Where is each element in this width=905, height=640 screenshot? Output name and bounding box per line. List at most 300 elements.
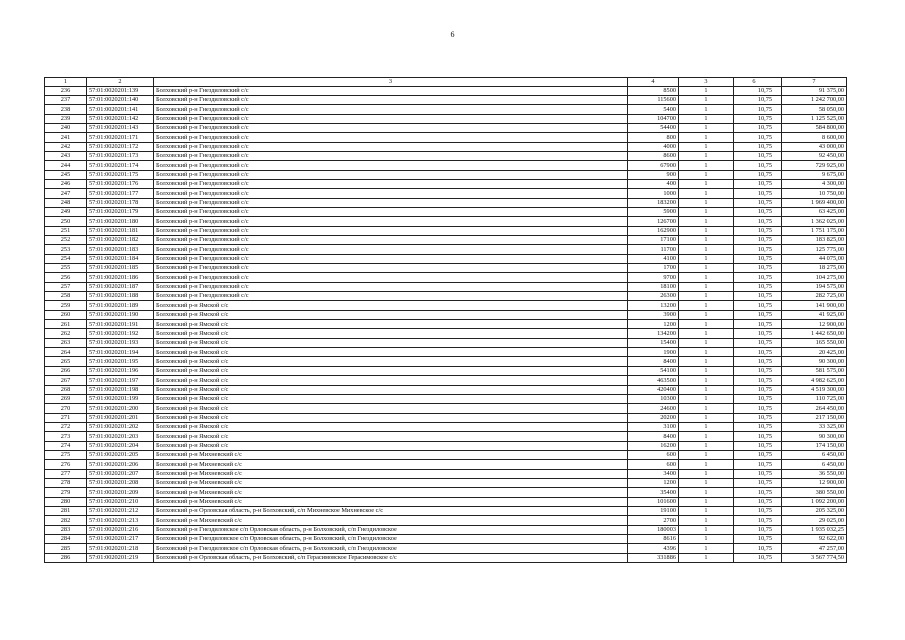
area-cell: 16200 [628,441,679,450]
location-cell: Болховский р-н Гнездиловский с/с [154,198,628,207]
rate-cell: 10,75 [734,497,782,506]
location-cell: Болховский р-н Михневский с/с [154,469,628,478]
table-row [45,254,847,263]
rate-cell: 10,75 [734,245,782,254]
row-number-cell: 273 [45,432,87,441]
count-cell: 1 [679,217,734,226]
cadastral-number-cell: 57:01:0020201:184 [87,254,154,263]
rate-cell: 10,75 [734,516,782,525]
area-cell: 600 [628,460,679,469]
row-number-cell: 275 [45,450,87,459]
rate-cell: 10,75 [734,469,782,478]
location-cell: Болховский р-н Гнездиловское с/п Орловская область, р-н Болховский, с/п Гнездиловское [154,525,628,534]
area-cell: 1000 [628,189,679,198]
location-cell: Болховский р-н Ямской с/с [154,310,628,319]
rate-cell: 10,75 [734,488,782,497]
cadastral-number-cell: 57:01:0020201:193 [87,338,154,347]
row-number-cell: 268 [45,385,87,394]
area-cell: 15400 [628,338,679,347]
area-cell: 5900 [628,207,679,216]
rate-cell: 10,75 [734,217,782,226]
count-cell: 1 [679,123,734,132]
area-cell: 420400 [628,385,679,394]
row-number-cell: 276 [45,460,87,469]
table-row [45,310,847,319]
location-cell: Болховский р-н Ямской с/с [154,329,628,338]
value-cell: 90 300,00 [782,432,847,441]
area-cell: 3400 [628,469,679,478]
table-row [45,226,847,235]
row-number-cell: 265 [45,357,87,366]
table-row [45,506,847,515]
value-cell: 9 675,00 [782,170,847,179]
row-number-cell: 242 [45,142,87,151]
value-cell: 12 900,00 [782,478,847,487]
row-number-cell: 263 [45,338,87,347]
rate-cell: 10,75 [734,95,782,104]
value-cell: 165 550,00 [782,338,847,347]
location-cell: Болховский р-н Ямской с/с [154,404,628,413]
cadastral-number-cell: 57:01:0020201:195 [87,357,154,366]
location-cell: Болховский р-н Гнездиловский с/с [154,273,628,282]
area-cell: 9700 [628,273,679,282]
location-cell: Болховский р-н Михневский с/с [154,497,628,506]
cadastral-number-cell: 57:01:0020201:200 [87,404,154,413]
cadastral-number-cell: 57:01:0020201:171 [87,133,154,142]
location-cell: Болховский р-н Ямской с/с [154,348,628,357]
cadastral-number-cell: 57:01:0020201:141 [87,105,154,114]
value-cell: 92 622,00 [782,535,847,544]
count-cell: 1 [679,357,734,366]
row-number-cell: 281 [45,506,87,515]
row-number-cell: 250 [45,217,87,226]
location-cell: Болховский р-н Орловская область, р-н Болховский, с/п Герасимовское Герасимовское с/с [154,553,628,562]
cadastral-number-cell: 57:01:0020201:139 [87,86,154,95]
table-row [45,301,847,310]
rate-cell: 10,75 [734,207,782,216]
count-cell: 1 [679,292,734,301]
area-cell: 463500 [628,376,679,385]
table-row [45,236,847,245]
count-cell: 1 [679,553,734,562]
row-number-cell: 247 [45,189,87,198]
location-cell: Болховский р-н Гнездиловский с/с [154,245,628,254]
row-number-cell: 240 [45,123,87,132]
value-cell: 104 275,00 [782,273,847,282]
count-cell: 1 [679,450,734,459]
location-cell: Болховский р-н Ямской с/с [154,301,628,310]
rate-cell: 10,75 [734,385,782,394]
table-row [45,469,847,478]
count-cell: 1 [679,301,734,310]
rate-cell: 10,75 [734,133,782,142]
rate-cell: 10,75 [734,394,782,403]
table-row [45,366,847,375]
area-cell: 54100 [628,366,679,375]
location-cell: Болховский р-н Гнездиловский с/с [154,114,628,123]
area-cell: 19100 [628,506,679,515]
count-cell: 1 [679,86,734,95]
rate-cell: 10,75 [734,366,782,375]
value-cell: 29 025,00 [782,516,847,525]
table-row [45,207,847,216]
row-number-cell: 285 [45,544,87,553]
cadastral-number-cell: 57:01:0020201:212 [87,506,154,515]
table-row [45,516,847,525]
cadastral-number-cell: 57:01:0020201:194 [87,348,154,357]
table-row [45,478,847,487]
area-cell: 600 [628,450,679,459]
value-cell: 6 450,00 [782,450,847,459]
column-header-3: 3 [154,78,628,87]
rate-cell: 10,75 [734,282,782,291]
table-row [45,123,847,132]
area-cell: 54400 [628,123,679,132]
rate-cell: 10,75 [734,460,782,469]
value-cell: 1 092 200,00 [782,497,847,506]
table-row [45,422,847,431]
area-cell: 134200 [628,329,679,338]
value-cell: 1 935 032,25 [782,525,847,534]
table-row [45,189,847,198]
value-cell: 4 982 625,00 [782,376,847,385]
table-row [45,460,847,469]
rate-cell: 10,75 [734,506,782,515]
table-row [45,450,847,459]
area-cell: 162900 [628,226,679,235]
rate-cell: 10,75 [734,310,782,319]
table-row [45,179,847,188]
count-cell: 1 [679,506,734,515]
location-cell: Болховский р-н Гнездиловское с/п Орловская область, р-н Болховский, с/п Гнездиловское [154,535,628,544]
location-cell: Болховский р-н Гнездиловский с/с [154,142,628,151]
value-cell: 12 900,00 [782,320,847,329]
row-number-cell: 236 [45,86,87,95]
rate-cell: 10,75 [734,179,782,188]
table-row [45,320,847,329]
rate-cell: 10,75 [734,151,782,160]
count-cell: 1 [679,348,734,357]
rate-cell: 10,75 [734,170,782,179]
table-row [45,95,847,104]
row-number-cell: 241 [45,133,87,142]
rate-cell: 10,75 [734,114,782,123]
cadastral-number-cell: 57:01:0020201:185 [87,264,154,273]
value-cell: 8 600,00 [782,133,847,142]
table-row [45,413,847,422]
count-cell: 1 [679,170,734,179]
table-row [45,394,847,403]
cadastral-number-cell: 57:01:0020201:207 [87,469,154,478]
row-number-cell: 266 [45,366,87,375]
count-cell: 1 [679,441,734,450]
area-cell: 8400 [628,357,679,366]
row-number-cell: 248 [45,198,87,207]
area-cell: 24600 [628,404,679,413]
count-cell: 1 [679,432,734,441]
count-cell: 1 [679,366,734,375]
area-cell: 8616 [628,535,679,544]
value-cell: 33 325,00 [782,422,847,431]
table-row [45,133,847,142]
cadastral-number-cell: 57:01:0020201:199 [87,394,154,403]
location-cell: Болховский р-н Михневский с/с [154,516,628,525]
area-cell: 800 [628,133,679,142]
location-cell: Болховский р-н Гнездиловский с/с [154,254,628,263]
count-cell: 1 [679,273,734,282]
row-number-cell: 277 [45,469,87,478]
value-cell: 44 075,00 [782,254,847,263]
location-cell: Болховский р-н Гнездиловский с/с [154,161,628,170]
cadastral-number-cell: 57:01:0020201:203 [87,432,154,441]
count-cell: 1 [679,236,734,245]
table-row [45,376,847,385]
area-cell: 1200 [628,320,679,329]
rate-cell: 10,75 [734,544,782,553]
area-cell: 1200 [628,478,679,487]
cadastral-number-cell: 57:01:0020201:172 [87,142,154,151]
table-row [45,282,847,291]
row-number-cell: 282 [45,516,87,525]
area-cell: 101600 [628,497,679,506]
table-row [45,338,847,347]
cadastral-number-cell: 57:01:0020201:189 [87,301,154,310]
row-number-cell: 239 [45,114,87,123]
rate-cell: 10,75 [734,264,782,273]
row-number-cell: 270 [45,404,87,413]
value-cell: 1 242 700,00 [782,95,847,104]
table-row [45,273,847,282]
value-cell: 1 442 650,00 [782,329,847,338]
area-cell: 13200 [628,301,679,310]
value-cell: 205 325,00 [782,506,847,515]
count-cell: 1 [679,329,734,338]
column-header-1: 1 [45,78,87,87]
cadastral-number-cell: 57:01:0020201:181 [87,226,154,235]
table-row [45,497,847,506]
count-cell: 1 [679,245,734,254]
rate-cell: 10,75 [734,320,782,329]
table-row [45,105,847,114]
value-cell: 10 750,00 [782,189,847,198]
cadastral-number-cell: 57:01:0020201:208 [87,478,154,487]
location-cell: Болховский р-н Гнездиловский с/с [154,264,628,273]
column-header-2: 2 [87,78,154,87]
value-cell: 1 751 175,00 [782,226,847,235]
area-cell: 4396 [628,544,679,553]
area-cell: 104700 [628,114,679,123]
row-number-cell: 271 [45,413,87,422]
value-cell: 43 000,00 [782,142,847,151]
area-cell: 8400 [628,432,679,441]
count-cell: 1 [679,394,734,403]
rate-cell: 10,75 [734,450,782,459]
location-cell: Болховский р-н Ямской с/с [154,422,628,431]
table-row [45,441,847,450]
cadastral-number-cell: 57:01:0020201:206 [87,460,154,469]
location-cell: Болховский р-н Гнездиловский с/с [154,236,628,245]
table-row [45,217,847,226]
row-number-cell: 278 [45,478,87,487]
rate-cell: 10,75 [734,254,782,263]
value-cell: 183 825,00 [782,236,847,245]
area-cell: 400 [628,179,679,188]
rate-cell: 10,75 [734,422,782,431]
location-cell: Болховский р-н Гнездиловский с/с [154,207,628,216]
cadastral-number-cell: 57:01:0020201:176 [87,179,154,188]
value-cell: 4 519 300,00 [782,385,847,394]
location-cell: Болховский р-н Ямской с/с [154,441,628,450]
row-number-cell: 267 [45,376,87,385]
value-cell: 581 575,00 [782,366,847,375]
row-number-cell: 261 [45,320,87,329]
location-cell: Болховский р-н Гнездиловский с/с [154,86,628,95]
location-cell: Болховский р-н Ямской с/с [154,357,628,366]
cadastral-number-cell: 57:01:0020201:182 [87,236,154,245]
area-cell: 331886 [628,553,679,562]
table-row [45,198,847,207]
count-cell: 1 [679,488,734,497]
location-cell: Болховский р-н Гнездиловский с/с [154,123,628,132]
row-number-cell: 283 [45,525,87,534]
cadastral-number-cell: 57:01:0020201:204 [87,441,154,450]
area-cell: 35400 [628,488,679,497]
rate-cell: 10,75 [734,236,782,245]
cadastral-number-cell: 57:01:0020201:210 [87,497,154,506]
row-number-cell: 279 [45,488,87,497]
row-number-cell: 252 [45,236,87,245]
table-row [45,357,847,366]
value-cell: 110 725,00 [782,394,847,403]
count-cell: 1 [679,226,734,235]
area-cell: 4100 [628,254,679,263]
row-number-cell: 272 [45,422,87,431]
column-header-4: 4 [628,78,679,87]
count-cell: 1 [679,254,734,263]
area-cell: 11700 [628,245,679,254]
rate-cell: 10,75 [734,161,782,170]
value-cell: 36 550,00 [782,469,847,478]
count-cell: 1 [679,338,734,347]
cadastral-number-cell: 57:01:0020201:216 [87,525,154,534]
cadastral-number-cell: 57:01:0020201:192 [87,329,154,338]
value-cell: 90 300,00 [782,357,847,366]
area-cell: 4000 [628,142,679,151]
area-cell: 2700 [628,516,679,525]
cadastral-number-cell: 57:01:0020201:219 [87,553,154,562]
cadastral-number-cell: 57:01:0020201:142 [87,114,154,123]
rate-cell: 10,75 [734,292,782,301]
value-cell: 1 125 525,00 [782,114,847,123]
area-cell: 126700 [628,217,679,226]
row-number-cell: 255 [45,264,87,273]
cadastral-number-cell: 57:01:0020201:202 [87,422,154,431]
cadastral-number-cell: 57:01:0020201:209 [87,488,154,497]
count-cell: 1 [679,310,734,319]
location-cell: Болховский р-н Ямской с/с [154,320,628,329]
rate-cell: 10,75 [734,123,782,132]
value-cell: 92 450,00 [782,151,847,160]
cadastral-number-cell: 57:01:0020201:217 [87,535,154,544]
row-number-cell: 280 [45,497,87,506]
location-cell: Болховский р-н Гнездиловский с/с [154,151,628,160]
rate-cell: 10,75 [734,105,782,114]
value-cell: 47 257,00 [782,544,847,553]
cadastral-number-cell: 57:01:0020201:187 [87,282,154,291]
count-cell: 1 [679,497,734,506]
cadastral-number-cell: 57:01:0020201:213 [87,516,154,525]
value-cell: 264 450,00 [782,404,847,413]
value-cell: 141 900,00 [782,301,847,310]
table-row [45,488,847,497]
cadastral-number-cell: 57:01:0020201:201 [87,413,154,422]
count-cell: 1 [679,320,734,329]
location-cell: Болховский р-н Ямской с/с [154,385,628,394]
count-cell: 1 [679,413,734,422]
location-cell: Болховский р-н Михневский с/с [154,478,628,487]
count-cell: 1 [679,151,734,160]
rate-cell: 10,75 [734,301,782,310]
count-cell: 1 [679,525,734,534]
value-cell: 41 925,00 [782,310,847,319]
count-cell: 1 [679,282,734,291]
table-row [45,245,847,254]
location-cell: Болховский р-н Гнездиловский с/с [154,95,628,104]
count-cell: 1 [679,142,734,151]
row-number-cell: 274 [45,441,87,450]
value-cell: 58 050,00 [782,105,847,114]
row-number-cell: 260 [45,310,87,319]
row-number-cell: 237 [45,95,87,104]
row-number-cell: 249 [45,207,87,216]
location-cell: Болховский р-н Гнездиловский с/с [154,133,628,142]
location-cell: Болховский р-н Гнездиловский с/с [154,292,628,301]
table-row [45,553,847,562]
cadastral-number-cell: 57:01:0020201:198 [87,385,154,394]
area-cell: 5400 [628,105,679,114]
table-row [45,329,847,338]
area-cell: 20200 [628,413,679,422]
column-header-7: 7 [782,78,847,87]
table-row [45,348,847,357]
rate-cell: 10,75 [734,357,782,366]
area-cell: 3900 [628,310,679,319]
rate-cell: 10,75 [734,273,782,282]
area-cell: 26300 [628,292,679,301]
cadastral-number-cell: 57:01:0020201:205 [87,450,154,459]
value-cell: 729 925,00 [782,161,847,170]
area-cell: 900 [628,170,679,179]
column-header-5: 3 [679,78,734,87]
count-cell: 1 [679,404,734,413]
value-cell: 3 567 774,50 [782,553,847,562]
row-number-cell: 243 [45,151,87,160]
cadastral-number-cell: 57:01:0020201:186 [87,273,154,282]
table-row [45,264,847,273]
table-row [45,535,847,544]
location-cell: Болховский р-н Гнездиловский с/с [154,226,628,235]
value-cell: 584 800,00 [782,123,847,132]
cadastral-number-cell: 57:01:0020201:196 [87,366,154,375]
count-cell: 1 [679,95,734,104]
value-cell: 20 425,00 [782,348,847,357]
row-number-cell: 286 [45,553,87,562]
row-number-cell: 258 [45,292,87,301]
rate-cell: 10,75 [734,404,782,413]
rate-cell: 10,75 [734,376,782,385]
count-cell: 1 [679,376,734,385]
area-cell: 10300 [628,394,679,403]
